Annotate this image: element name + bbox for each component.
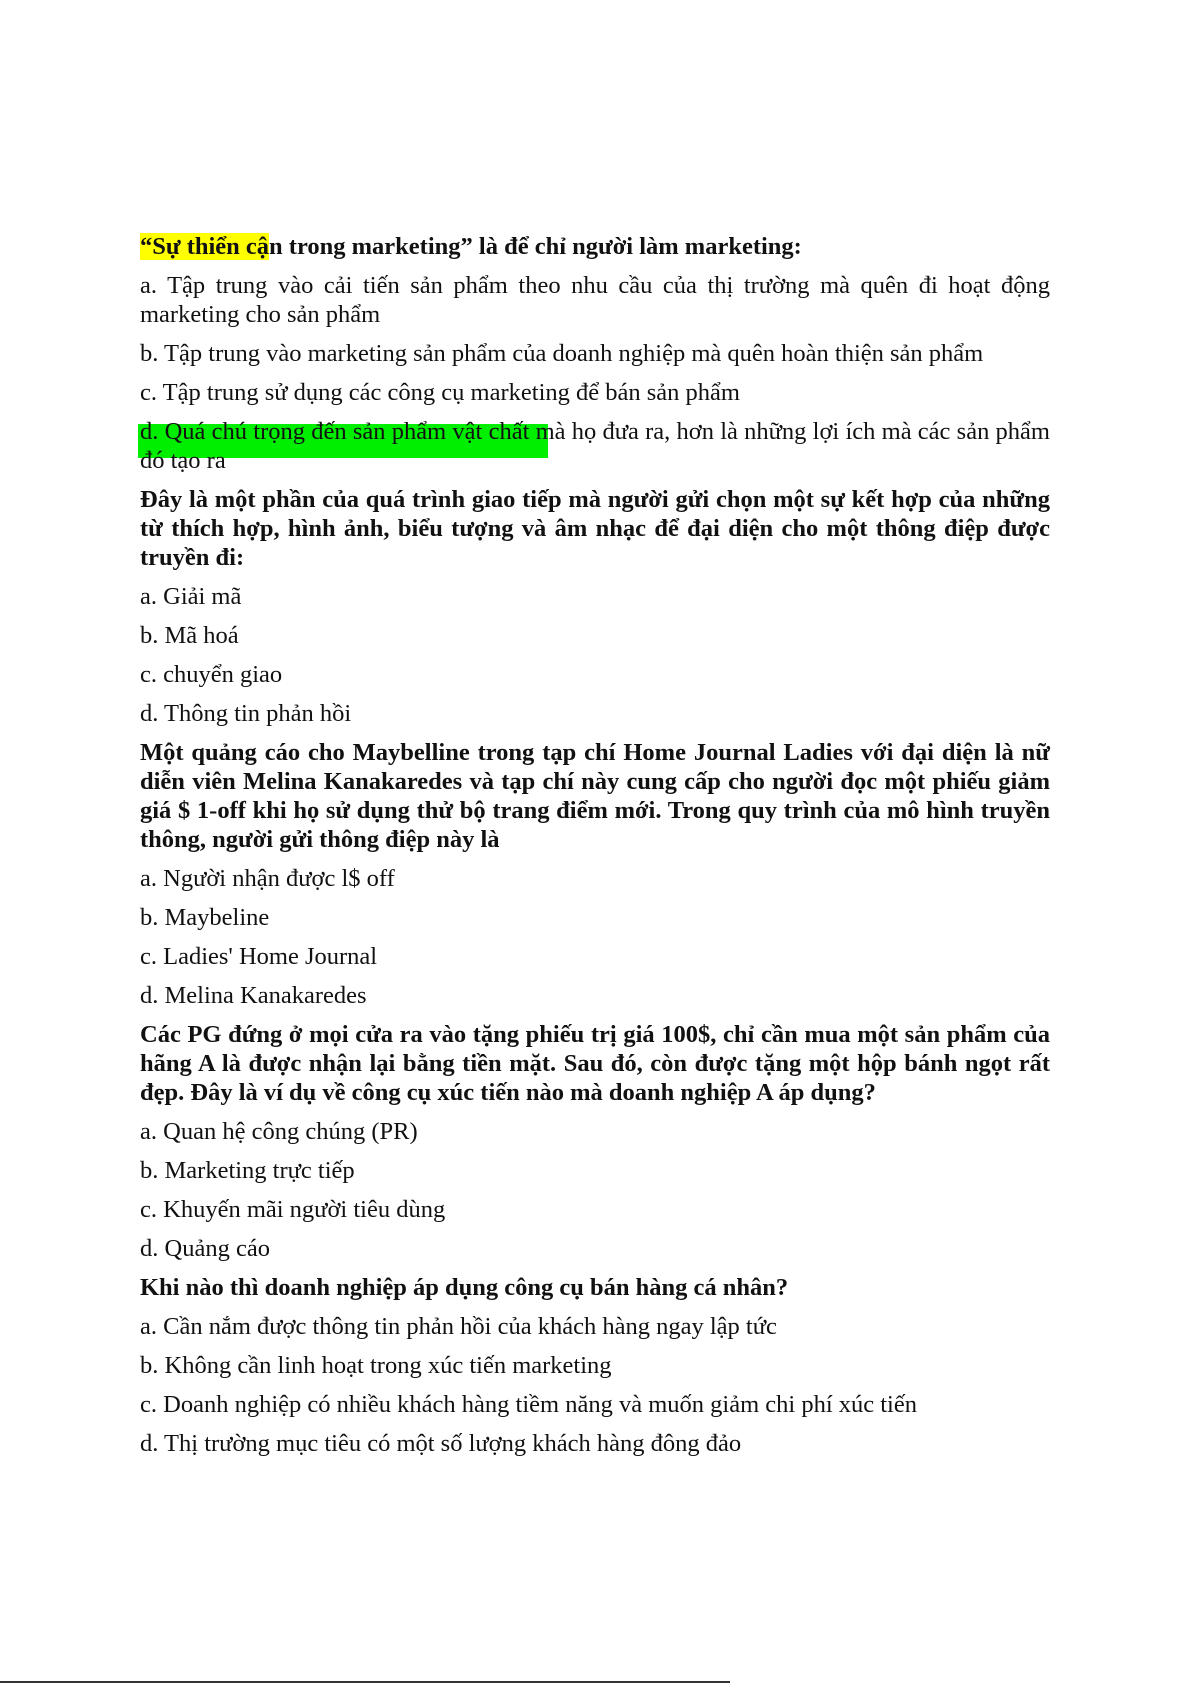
question-3-option-c: c. Ladies' Home Journal (140, 943, 378, 970)
question-1-highlighted-text: “Sự thiển cậ (140, 233, 270, 260)
question-1-option-d: d. Quá chú trọng đến sản phẩm vật chất mà họ đưa ra, hơn là những lợi ích mà các sản phẩm đó tạo ra (140, 418, 1050, 474)
document-page (140, 232, 1050, 1468)
question-2-option-b: b. Mã hoá (140, 622, 239, 649)
question-2: Đây là một phần của quá trình giao tiếp mà người gửi chọn một sự kết hợp của những từ thích hợp, hình ảnh, biểu tượng và âm nhạc để đại diện cho một thông điệp được truyền đi: (140, 486, 1050, 571)
question-5-option-d: d. Thị trường mục tiêu có một số lượng khách hàng đông đảo (140, 1430, 742, 1457)
question-5-option-c: c. Doanh nghiệp có nhiều khách hàng tiềm năng và muốn giảm chi phí xúc tiến (140, 1391, 917, 1418)
question-4-option-d: d. Quảng cáo (140, 1235, 270, 1262)
question-1-text: n trong marketing” là để chỉ người làm marketing: (269, 233, 802, 260)
question-4-option-b: b. Marketing trực tiếp (140, 1157, 355, 1184)
question-3-option-d: d. Melina Kanakaredes (140, 982, 367, 1009)
question-3-option-a: a. Người nhận được l$ off (140, 865, 395, 892)
question-3: Một quảng cáo cho Maybelline trong tạp chí Home Journal Ladies với đại diện là nữ diễn viên Melina Kanakaredes và tạp chí này cung cấp cho người đọc một phiếu giảm giá $ 1-off khi họ sử dụng thử bộ trang điểm mới. Trong quy trình của mô hình truyền thông, người gửi thông điệp này là (140, 739, 1050, 853)
question-2-option-a: a. Giải mã (140, 583, 242, 610)
question-5-option-b: b. Không cần linh hoạt trong xúc tiến marketing (140, 1352, 612, 1379)
question-4: Các PG đứng ở mọi cửa ra vào tặng phiếu trị giá 100$, chỉ cần mua một sản phẩm của hãng A là được nhận lại bằng tiền mặt. Sau đó, còn được tặng một hộp bánh ngọt rất đẹp. Đây là ví dụ về công cụ xúc tiến nào mà doanh nghiệp A áp dụng? (140, 1021, 1050, 1106)
question-1-option-b: b. Tập trung vào marketing sản phẩm của doanh nghiệp mà quên hoàn thiện sản phẩm (140, 340, 984, 367)
page-bottom-divider (0, 1681, 730, 1683)
question-1-option-a: a. Tập trung vào cải tiến sản phẩm theo nhu cầu của thị trường mà quên đi hoạt động marketing cho sản phẩm (140, 272, 1050, 328)
question-4-option-a: a. Quan hệ công chúng (PR) (140, 1118, 418, 1145)
question-1-option-c: c. Tập trung sử dụng các công cụ marketing để bán sản phẩm (140, 379, 740, 406)
question-4-option-c: c. Khuyến mãi người tiêu dùng (140, 1196, 446, 1223)
question-1 (140, 232, 1050, 261)
question-2-option-c: c. chuyển giao (140, 661, 283, 688)
question-3-option-b: b. Maybeline (140, 904, 270, 931)
question-5: Khi nào thì doanh nghiệp áp dụng công cụ bán hàng cá nhân? (140, 1274, 789, 1301)
question-2-option-d: d. Thông tin phản hồi (140, 700, 352, 727)
question-5-option-a: a. Cần nắm được thông tin phản hồi của khách hàng ngay lập tức (140, 1313, 777, 1340)
